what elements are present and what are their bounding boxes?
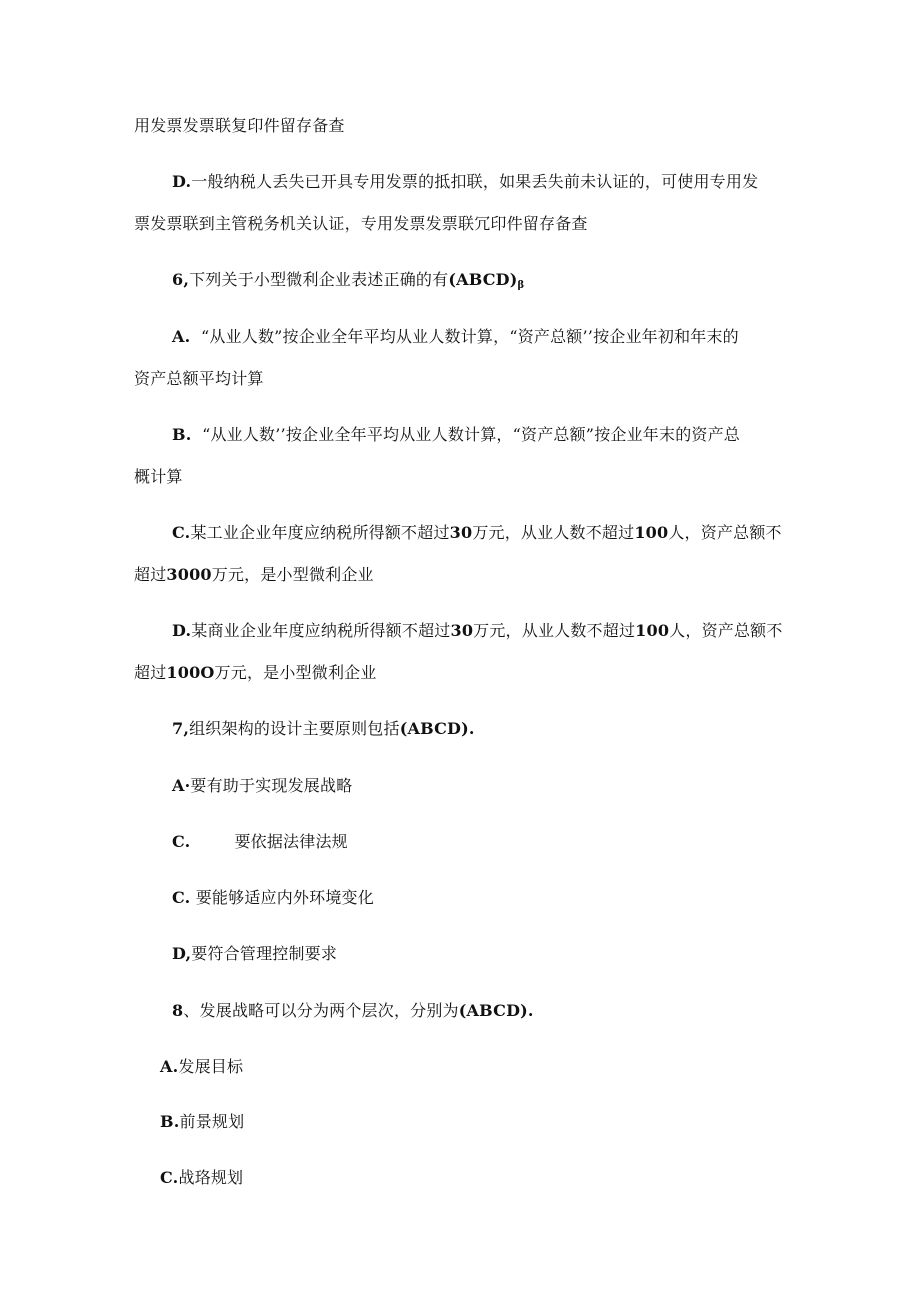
option-text: 某工业企业年度应纳税所得额不超过	[190, 523, 450, 542]
option-label: B.	[160, 1112, 180, 1131]
question-number: 7,	[172, 719, 190, 738]
option-text: 要符合管理控制要求	[191, 944, 338, 963]
question-number: 6,	[172, 270, 190, 289]
option-text: 万元，是小型微利企业	[214, 663, 377, 682]
option-text: 超过	[134, 663, 167, 682]
option-q6-c-line2	[134, 565, 374, 585]
option-q6-b-line1	[172, 425, 740, 445]
option-q8-c	[160, 1168, 243, 1188]
option-text: 要依据法律法规	[234, 832, 348, 851]
text-line-continuation	[134, 116, 345, 136]
option-text: 发展目标	[178, 1057, 244, 1076]
option-text: 概计算	[134, 467, 183, 486]
option-label: C.	[172, 832, 191, 851]
option-number: 100O	[166, 663, 215, 682]
option-label: D,	[172, 944, 192, 963]
option-text: 人，资产总额不	[669, 621, 783, 640]
option-text: 万元，从业人数不超过	[472, 523, 635, 542]
option-label: C.	[160, 1168, 179, 1187]
option-q6-b-line2	[134, 467, 183, 487]
question-answer: (ABCD).	[458, 1001, 534, 1020]
option-q6-a-line1	[172, 327, 739, 347]
option-label: A.	[160, 1057, 179, 1076]
line-text: 用发票发票联复印件留存备查	[134, 116, 345, 135]
question-text: 组织架构的设计主要原则包括	[189, 719, 400, 738]
question-answer: (ABCD).	[399, 719, 475, 738]
question-text: 下列关于小型微利企业表述正确的有	[189, 270, 449, 289]
option-text: 人，资产总额不	[668, 523, 782, 542]
option-text: 要能够适应内外环境变化	[195, 888, 374, 907]
option-number: 100	[634, 523, 669, 542]
option-text: 票发票联到主管税务机关认证，专用发票发票联冗印件留存备查	[134, 214, 588, 233]
option-text: 要有助于实现发展战略	[190, 776, 353, 795]
option-label: A.	[172, 327, 191, 346]
option-label: D.	[172, 172, 192, 191]
option-q5-d-line1	[172, 172, 758, 192]
option-q8-b	[160, 1112, 244, 1132]
question-8	[172, 1001, 534, 1021]
option-label: D.	[172, 621, 192, 640]
question-answer: (ABCD)	[448, 270, 518, 289]
option-label: A·	[172, 776, 191, 795]
option-q8-a	[160, 1057, 243, 1077]
option-text: 资产总额平均计算	[134, 369, 264, 388]
option-q7-d	[172, 944, 337, 964]
option-q6-c-line1	[172, 523, 782, 543]
option-label: C.	[172, 523, 191, 542]
option-text: 战珞规划	[178, 1168, 244, 1187]
option-text: 某商业企业年度应纳税所得额不超过	[191, 621, 451, 640]
option-q6-a-line2	[134, 369, 264, 389]
option-number: 30	[449, 523, 473, 542]
option-q7-b	[172, 832, 348, 852]
option-text: “从业人数”按企业全年平均从业人数计算，“资产总额’’按企业年初和年末的	[200, 327, 739, 346]
option-number: 3000	[166, 565, 212, 584]
question-number: 8	[172, 1001, 184, 1020]
question-tail: β	[517, 280, 525, 291]
option-text: 一般纳税人丢失已开具专用发票的抵扣联，如果丢失前未认证的，可使用专用发	[191, 172, 759, 191]
option-text: “从业人数’’按企业全年平均从业人数计算，“资产总额”按企业年末的资产总	[202, 425, 740, 444]
option-q7-c	[172, 888, 374, 908]
option-text: 前景规划	[179, 1112, 245, 1131]
option-q6-d-line1	[172, 621, 783, 641]
question-6	[172, 270, 524, 296]
option-q7-a	[172, 776, 352, 796]
option-text: 万元，从业人数不超过	[473, 621, 636, 640]
option-number: 30	[450, 621, 474, 640]
option-number: 100	[635, 621, 670, 640]
option-q6-d-line2	[134, 663, 377, 683]
option-text: 万元，是小型微利企业	[211, 565, 374, 584]
question-text: 、发展战略可以分为两个层次，分别为	[183, 1001, 459, 1020]
option-text: 超过	[134, 565, 167, 584]
option-label: B.	[172, 425, 192, 444]
option-q5-d-line2	[134, 214, 588, 234]
option-label: C.	[172, 888, 191, 907]
question-7	[172, 719, 475, 739]
